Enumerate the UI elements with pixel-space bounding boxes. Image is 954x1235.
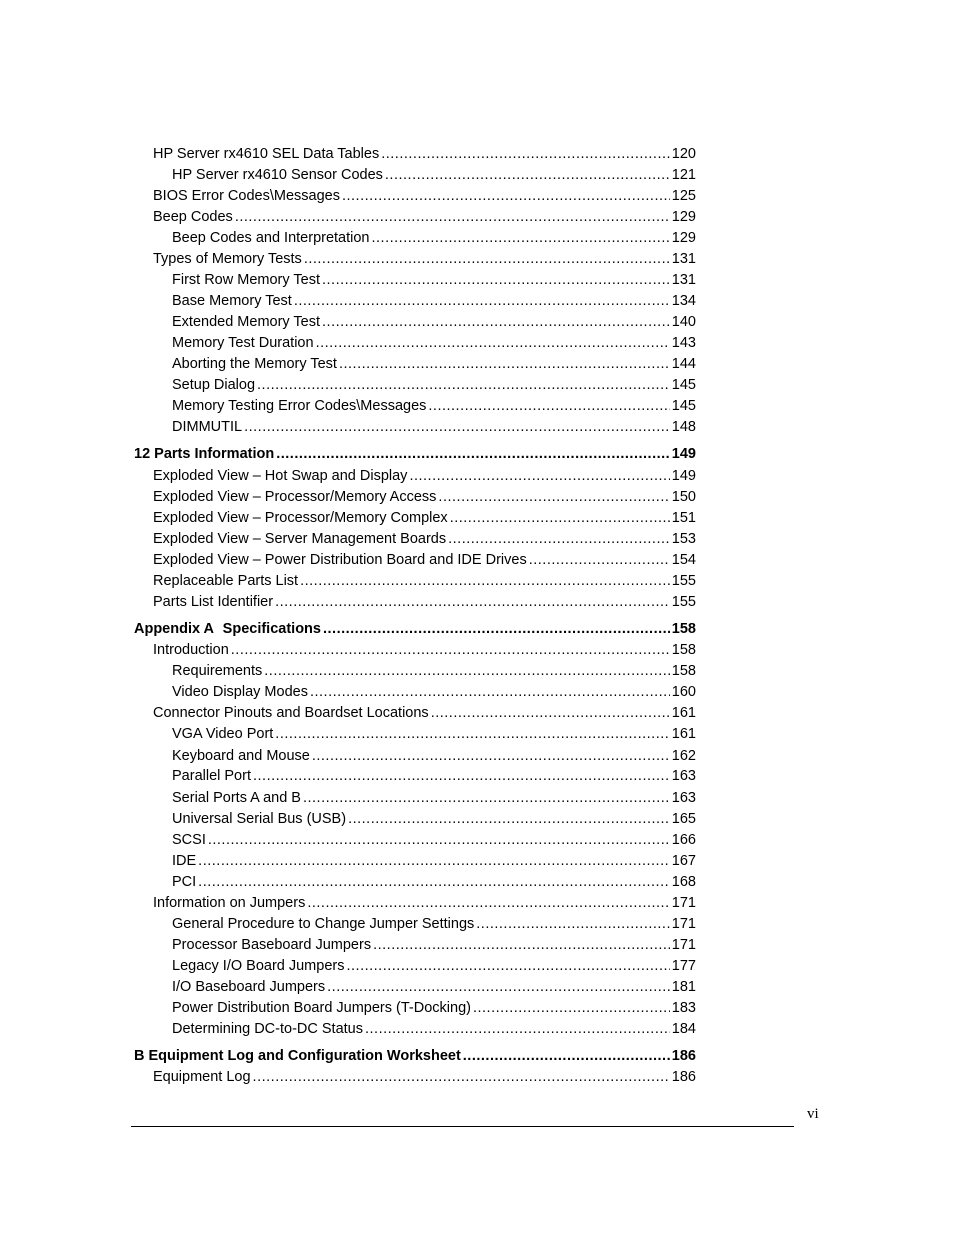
dot-leader bbox=[323, 620, 670, 638]
toc-page-number: 162 bbox=[671, 748, 696, 764]
toc-entry-title: First Row Memory Test bbox=[172, 272, 320, 288]
toc-entry[interactable] bbox=[172, 376, 696, 394]
toc-entry[interactable] bbox=[172, 292, 696, 310]
toc-entry-title: Exploded View – Processor/Memory Complex bbox=[153, 510, 448, 526]
dot-leader bbox=[275, 593, 670, 611]
toc-page-number: 186 bbox=[671, 1069, 696, 1085]
dot-leader bbox=[342, 187, 670, 205]
toc-page-number: 134 bbox=[671, 293, 696, 309]
toc-entry-title: Memory Testing Error Codes\Messages bbox=[172, 398, 427, 414]
toc-chapter-entry[interactable] bbox=[134, 620, 696, 638]
toc-entry-title: Legacy I/O Board Jumpers bbox=[172, 958, 345, 974]
toc-entry[interactable] bbox=[153, 641, 696, 659]
toc-entry-title: Exploded View – Server Management Boards bbox=[153, 531, 447, 547]
toc-entry-title: Universal Serial Bus (USB) bbox=[172, 811, 347, 827]
toc-entry[interactable] bbox=[172, 873, 696, 891]
toc-entry-title: HP Server rx4610 Sensor Codes bbox=[172, 167, 383, 183]
toc-page-number: 155 bbox=[671, 594, 696, 610]
toc-page-number: 129 bbox=[671, 209, 696, 225]
toc-entry-title: Determining DC-to-DC Status bbox=[172, 1021, 363, 1037]
toc-entry-title: B Equipment Log and Configuration Worksheet bbox=[134, 1048, 461, 1064]
toc-entry-title: SCSI bbox=[172, 832, 206, 848]
toc-page-number: 183 bbox=[671, 1000, 696, 1016]
page-number: vi bbox=[807, 1106, 819, 1122]
toc-entry-title: Parts List Identifier bbox=[153, 594, 274, 610]
dot-leader bbox=[409, 467, 669, 485]
toc-entry-title: Connector Pinouts and Boardset Locations bbox=[153, 705, 429, 721]
toc-page-number: 160 bbox=[671, 684, 696, 700]
toc-page-number: 149 bbox=[671, 468, 696, 484]
toc-entry[interactable] bbox=[172, 1020, 696, 1038]
toc-entry[interactable] bbox=[172, 683, 696, 701]
toc-page-number: 161 bbox=[671, 726, 696, 742]
dot-leader bbox=[264, 662, 670, 680]
toc-entry-title: Video Display Modes bbox=[172, 684, 308, 700]
toc-entry[interactable] bbox=[153, 894, 696, 912]
toc-entry-title: Appendix A bbox=[134, 621, 215, 637]
toc-page-number: 155 bbox=[671, 573, 696, 589]
dot-leader bbox=[244, 418, 670, 436]
toc-entry-title: 12 Parts Information bbox=[134, 446, 275, 462]
toc-entry-title: Parallel Port bbox=[172, 768, 251, 784]
dot-leader bbox=[322, 271, 670, 289]
toc-page-number: 120 bbox=[671, 146, 696, 162]
toc-page-number: 167 bbox=[671, 853, 696, 869]
toc-entry-title: Beep Codes and Interpretation bbox=[172, 230, 370, 246]
toc-entry[interactable] bbox=[153, 509, 696, 527]
toc-entry-title: Introduction bbox=[153, 642, 229, 658]
toc-entry-title: Aborting the Memory Test bbox=[172, 356, 337, 372]
toc-entry-title: Replaceable Parts List bbox=[153, 573, 299, 589]
toc-entry[interactable] bbox=[172, 831, 696, 849]
toc-page-number: 163 bbox=[671, 768, 696, 784]
dot-leader bbox=[208, 831, 670, 849]
dot-leader bbox=[275, 725, 670, 743]
toc-entry[interactable] bbox=[153, 593, 696, 611]
toc-entry-title: PCI bbox=[172, 874, 197, 890]
dot-leader bbox=[381, 145, 670, 163]
toc-entry-title: IDE bbox=[172, 853, 197, 869]
dot-leader bbox=[448, 530, 670, 548]
toc-entry[interactable] bbox=[153, 187, 696, 205]
toc-entry[interactable] bbox=[153, 530, 696, 548]
toc-entry[interactable] bbox=[153, 572, 696, 590]
toc-page-number: 144 bbox=[671, 356, 696, 372]
toc-page-number: 153 bbox=[671, 531, 696, 547]
toc-entry-subtitle: Specifications bbox=[222, 621, 321, 637]
toc-page-number: 171 bbox=[671, 895, 696, 911]
toc-entry-title: I/O Baseboard Jumpers bbox=[172, 979, 326, 995]
toc-entry-title: General Procedure to Change Jumper Settings bbox=[172, 916, 475, 932]
toc-page-number: 151 bbox=[671, 510, 696, 526]
dot-leader bbox=[463, 1047, 670, 1065]
toc-page-number: 158 bbox=[671, 663, 696, 679]
toc-entry-title: Serial Ports A and B bbox=[172, 790, 301, 806]
dot-leader bbox=[473, 999, 670, 1017]
dot-leader bbox=[303, 789, 670, 807]
toc-entry[interactable] bbox=[153, 145, 696, 163]
toc-page-number: 131 bbox=[671, 251, 696, 267]
dot-leader bbox=[327, 978, 670, 996]
toc-entry[interactable] bbox=[172, 313, 696, 331]
toc-page-number: 131 bbox=[671, 272, 696, 288]
dot-leader bbox=[312, 747, 670, 765]
dot-leader bbox=[304, 250, 670, 268]
toc-page-number: 181 bbox=[671, 979, 696, 995]
toc-page-number: 177 bbox=[671, 958, 696, 974]
toc-entry[interactable] bbox=[172, 936, 696, 954]
toc-entry[interactable] bbox=[153, 250, 696, 268]
dot-leader bbox=[373, 936, 670, 954]
toc-page-number: 158 bbox=[671, 642, 696, 658]
dot-leader bbox=[428, 397, 669, 415]
toc-entry-title: DIMMUTIL bbox=[172, 419, 243, 435]
toc-page-number: 171 bbox=[671, 916, 696, 932]
toc-page-number: 148 bbox=[671, 419, 696, 435]
toc-page-number: 150 bbox=[671, 489, 696, 505]
toc-entry[interactable] bbox=[172, 662, 696, 680]
toc-entry-title: Exploded View – Power Distribution Board and IDE Drives bbox=[153, 552, 527, 568]
dot-leader bbox=[385, 166, 670, 184]
dot-leader bbox=[339, 355, 670, 373]
dot-leader bbox=[365, 1020, 670, 1038]
toc-page-number: 165 bbox=[671, 811, 696, 827]
toc-page-number: 149 bbox=[671, 446, 696, 462]
toc-entry-title: Exploded View – Hot Swap and Display bbox=[153, 468, 408, 484]
dot-leader bbox=[348, 810, 670, 828]
toc-entry[interactable] bbox=[153, 551, 696, 569]
toc-entry[interactable] bbox=[172, 355, 696, 373]
dot-leader bbox=[346, 957, 669, 975]
toc-entry[interactable] bbox=[153, 704, 696, 722]
toc-entry[interactable] bbox=[172, 271, 696, 289]
toc-entry-title: Requirements bbox=[172, 663, 263, 679]
dot-leader bbox=[231, 641, 670, 659]
toc-entry-title: Memory Test Duration bbox=[172, 335, 314, 351]
toc-entry-title: VGA Video Port bbox=[172, 726, 274, 742]
toc-entry-title: Information on Jumpers bbox=[153, 895, 306, 911]
toc-page-number: 161 bbox=[671, 705, 696, 721]
toc-entry[interactable] bbox=[153, 208, 696, 226]
toc-chapter-entry[interactable] bbox=[134, 445, 696, 463]
dot-leader bbox=[198, 852, 670, 870]
dot-leader bbox=[257, 376, 670, 394]
toc-entry[interactable] bbox=[172, 166, 696, 184]
toc-page-number: 184 bbox=[671, 1021, 696, 1037]
toc-page-number: 163 bbox=[671, 790, 696, 806]
dot-leader bbox=[235, 208, 670, 226]
dot-leader bbox=[253, 1068, 670, 1086]
toc-entry-title: Types of Memory Tests bbox=[153, 251, 302, 267]
toc-entry-title: Processor Baseboard Jumpers bbox=[172, 937, 372, 953]
toc-entry-title: Base Memory Test bbox=[172, 293, 292, 309]
toc-entry-title: Keyboard and Mouse bbox=[172, 748, 310, 764]
toc-page-number: 145 bbox=[671, 398, 696, 414]
toc-entry[interactable] bbox=[153, 1068, 696, 1086]
toc-entry[interactable] bbox=[172, 957, 696, 975]
toc-entry[interactable] bbox=[172, 915, 696, 933]
toc-entry[interactable] bbox=[172, 789, 696, 807]
dot-leader bbox=[529, 551, 670, 569]
toc-page-number: 121 bbox=[671, 167, 696, 183]
toc-page-number: 168 bbox=[671, 874, 696, 890]
toc-entry[interactable] bbox=[172, 229, 696, 247]
toc-entry-title: BIOS Error Codes\Messages bbox=[153, 188, 340, 204]
toc-entry[interactable] bbox=[172, 334, 696, 352]
dot-leader bbox=[300, 572, 670, 590]
toc-entry-title: Setup Dialog bbox=[172, 377, 256, 393]
toc-page-number: 186 bbox=[671, 1048, 696, 1064]
toc-entry[interactable] bbox=[153, 488, 696, 506]
toc-page-number: 129 bbox=[671, 230, 696, 246]
toc-entry[interactable] bbox=[172, 725, 696, 743]
toc-page-number: 140 bbox=[671, 314, 696, 330]
dot-leader bbox=[438, 488, 669, 506]
footer-rule bbox=[131, 1126, 794, 1127]
toc-entry[interactable] bbox=[172, 397, 696, 415]
dot-leader bbox=[372, 229, 670, 247]
toc-entry-title: Power Distribution Board Jumpers (T-Docking) bbox=[172, 1000, 471, 1016]
dot-leader bbox=[198, 873, 670, 891]
dot-leader bbox=[476, 915, 670, 933]
toc-entry-title: Equipment Log bbox=[153, 1069, 251, 1085]
toc-page-number: 143 bbox=[671, 335, 696, 351]
dot-leader bbox=[294, 292, 670, 310]
toc-entry[interactable] bbox=[172, 418, 696, 436]
toc-entry[interactable] bbox=[172, 767, 696, 785]
toc-entry-title: Beep Codes bbox=[153, 209, 233, 225]
toc-chapter-entry[interactable] bbox=[134, 1047, 696, 1065]
toc-entry[interactable] bbox=[172, 999, 696, 1017]
toc-page-number: 145 bbox=[671, 377, 696, 393]
toc-page-number: 125 bbox=[671, 188, 696, 204]
toc-entry-title: Exploded View – Processor/Memory Access bbox=[153, 489, 437, 505]
toc-entry[interactable] bbox=[172, 747, 696, 765]
toc-entry[interactable] bbox=[172, 852, 696, 870]
dot-leader bbox=[276, 445, 670, 463]
dot-leader bbox=[310, 683, 670, 701]
toc-page-number: 171 bbox=[671, 937, 696, 953]
toc-page-number: 154 bbox=[671, 552, 696, 568]
dot-leader bbox=[450, 509, 670, 527]
toc-entry[interactable] bbox=[172, 810, 696, 828]
dot-leader bbox=[431, 704, 670, 722]
toc-entry-title: HP Server rx4610 SEL Data Tables bbox=[153, 146, 380, 162]
dot-leader bbox=[307, 894, 669, 912]
toc-entry[interactable] bbox=[172, 978, 696, 996]
dot-leader bbox=[322, 313, 670, 331]
toc-entry-title: Extended Memory Test bbox=[172, 314, 321, 330]
toc-page-number: 166 bbox=[671, 832, 696, 848]
toc-entry[interactable] bbox=[153, 467, 696, 485]
dot-leader bbox=[316, 334, 670, 352]
dot-leader bbox=[253, 767, 670, 785]
toc-page-number: 158 bbox=[671, 621, 696, 637]
